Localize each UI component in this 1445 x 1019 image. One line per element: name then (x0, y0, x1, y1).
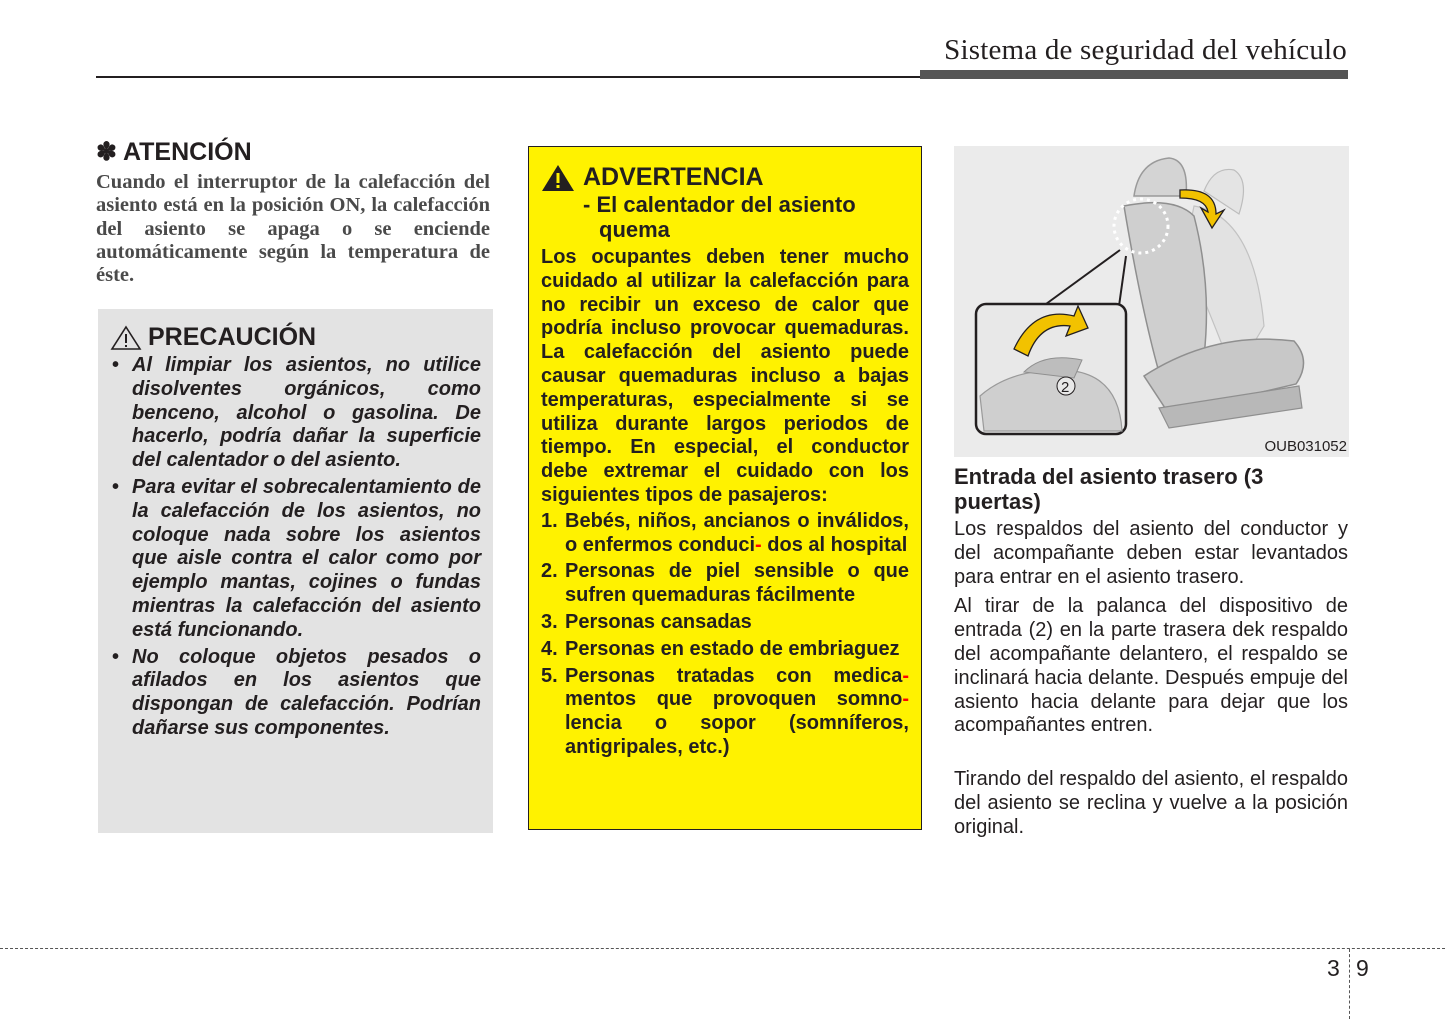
list-item: 3. Personas cansadas (541, 610, 752, 633)
header-bar (920, 70, 1348, 79)
advertencia-heading (541, 163, 909, 192)
advertencia-list (541, 510, 909, 760)
list-item: • Al limpiar los asientos, no utilice disolventes orgánicos, como benceno, alcohol o gasolina. De hacerlo, podría dañar la superficie del calentador o del asiento. (112, 354, 481, 472)
right-text-section (954, 464, 1348, 846)
right-heading: Entrada del asiento trasero (3 puertas) (954, 464, 1264, 514)
advertencia-body: Los ocupantes deben tener mucho cuidado al utilizar la calefacción para no recibir un exceso de calor que podría incluso provocar quemaduras. La calefacción del asiento puede causar quemaduras incluso a bajas temperaturas, especialmente si se utiliza durante largos periodos de tiempo. En especial, el conductor debe extremar el cuidado con los siguientes tipos de pasajeros: (541, 246, 909, 506)
right-paragraph-3: Tirando del respaldo del asiento, el respaldo del asiento se reclina y vuelve a la posición original. (954, 768, 1348, 838)
atencion-section (96, 137, 490, 287)
advertencia-box (528, 146, 922, 830)
right-paragraph-2: Al tirar de la palanca del dispositivo de entrada (2) en la parte trasera dek respaldo del acompañante delantero, el respaldo se inclinará hacia delante. Después empuje del asiento hacia delante para dejar que los acompañantes entren. (954, 595, 1348, 737)
footer-divider (0, 948, 1445, 949)
callout-number: 2 (1061, 379, 1070, 396)
precaucion-list (110, 354, 481, 741)
right-paragraph-1: Los respaldos del asiento del conductor y del acompañante deben estar levantados para entrar en el asiento trasero. (954, 518, 1348, 588)
caution-triangle-icon (110, 325, 142, 351)
seat-illustration (954, 146, 1349, 457)
list-item: • No coloque objetos pesados o afilados en los asientos que dispongan de calefacción. Podrían dañarse sus componentes. (112, 645, 481, 739)
page-header-title: Sistema de seguridad del vehículo (944, 34, 1347, 66)
footer-vertical-divider (1349, 949, 1350, 1019)
precaucion-heading (110, 323, 481, 352)
precaucion-title: PRECAUCIÓN (148, 323, 317, 351)
list-item: 5. Personas tratadas con medica- mentos que provoquen somno- lencia o sopor (somníferos, antigripales, etc.) (541, 664, 909, 758)
advertencia-title: ADVERTENCIA (583, 163, 764, 191)
list-item: 1. Bebés, niños, ancianos o inválidos, o enfermos conduci- dos al hospital (541, 509, 909, 556)
list-item: 4. Personas en estado de embriaguez (541, 637, 900, 660)
header-rule (96, 76, 921, 78)
atencion-text: Cuando el interruptor de la calefacción del asiento está en la posición ON, la calefacción del asiento se apaga o se enciende automáticamente según la temperatura de éste. (96, 171, 490, 287)
figure-code: OUB031052 (1264, 438, 1347, 455)
list-item: • Para evitar el sobrecalentamiento de la calefacción de los asientos, no coloque nada sobre los asientos que aisle contra el calor como por ejemplo mantas, cojines o fundas mientras la calefacción del asiento está funcionando. (112, 475, 481, 641)
atencion-title: ✽ ATENCIÓN (96, 138, 252, 166)
chapter-number: 3 (1327, 955, 1340, 981)
seat-diagram (954, 146, 1349, 457)
advertencia-subtitle: - El calentador del asiento quema (583, 192, 856, 242)
precaucion-box (98, 309, 493, 833)
page-number: 9 (1356, 955, 1369, 981)
list-item: 2. Personas de piel sensible o que sufren quemaduras fácilmente (541, 560, 909, 607)
warning-triangle-icon (541, 164, 575, 192)
